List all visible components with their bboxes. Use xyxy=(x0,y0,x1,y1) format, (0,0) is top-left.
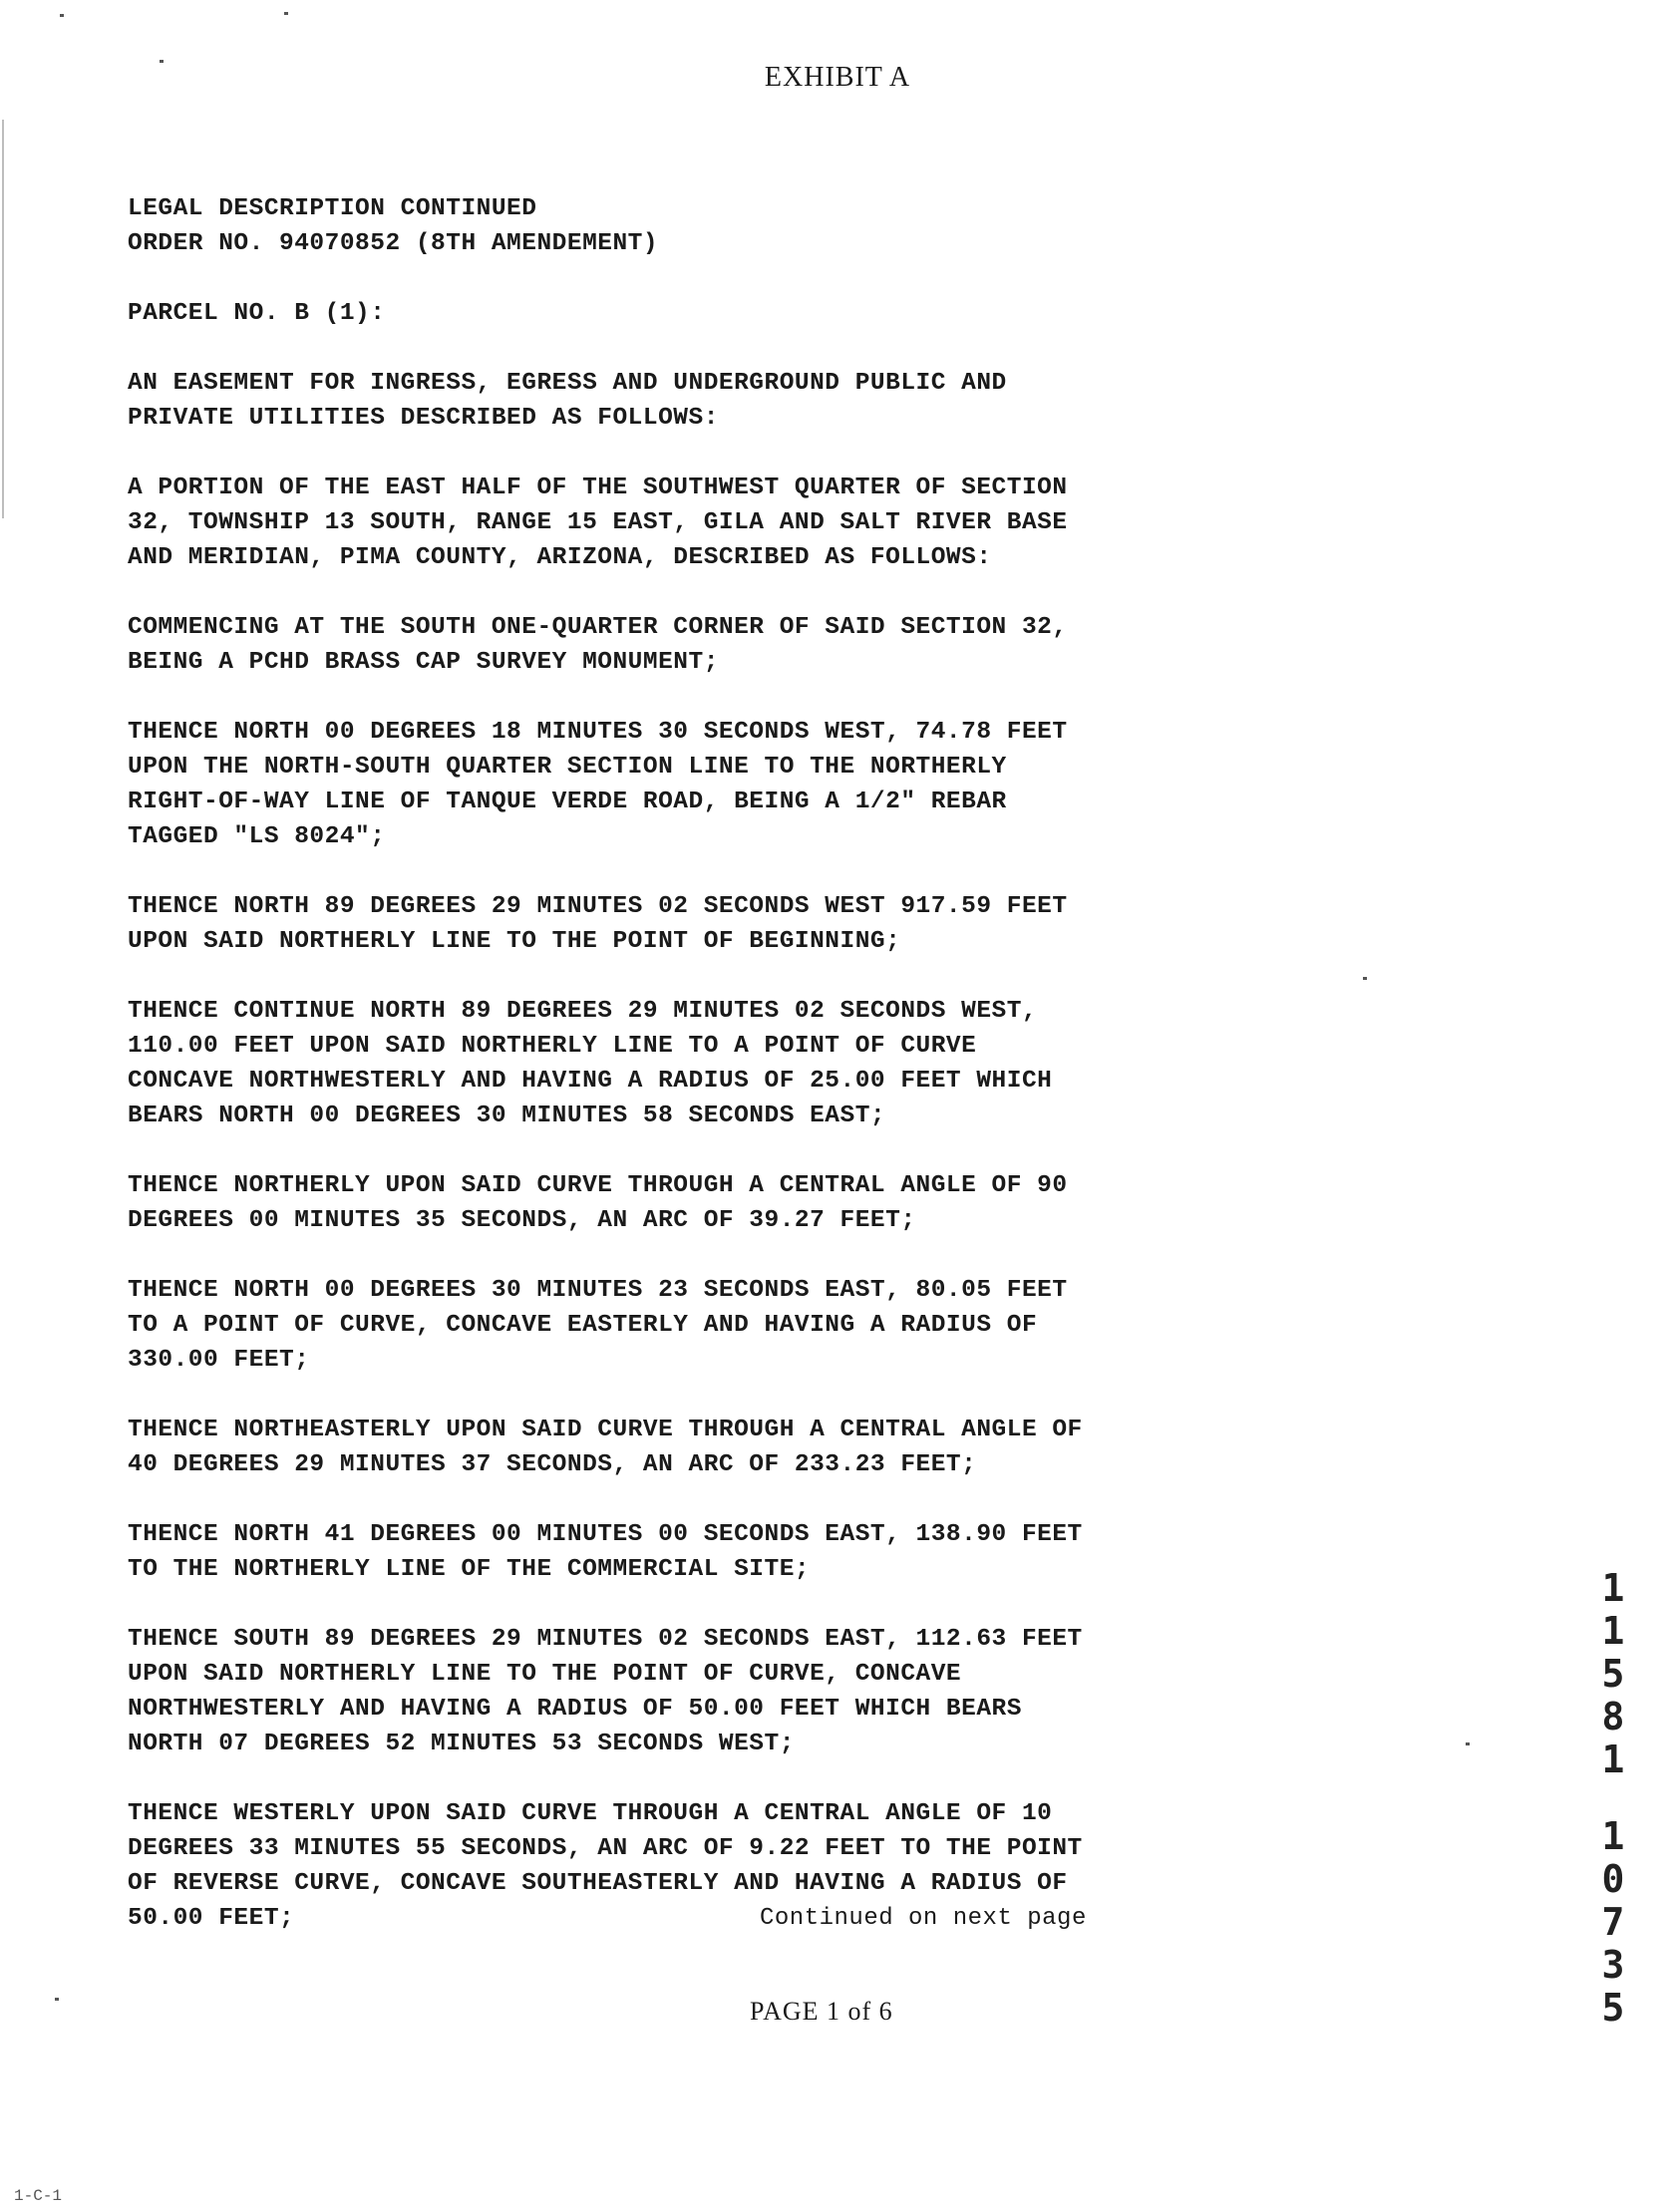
paragraph-gap xyxy=(128,680,1224,715)
scan-speck xyxy=(1466,1742,1470,1745)
text-line: THENCE NORTHEASTERLY UPON SAID CURVE THROUGH A CENTRAL ANGLE OF xyxy=(128,1417,1083,1443)
paragraph xyxy=(128,471,1224,575)
text-line: PRIVATE UTILITIES DESCRIBED AS FOLLOWS: xyxy=(128,405,719,432)
text-line: NORTH 07 DEGREES 52 MINUTES 53 SECONDS WEST; xyxy=(128,1731,795,1757)
paragraph-gap xyxy=(128,436,1224,471)
paragraph xyxy=(128,994,1224,1133)
text-line: BEARS NORTH 00 DEGREES 30 MINUTES 58 SECONDS EAST; xyxy=(128,1103,886,1129)
scan-speck xyxy=(1363,977,1367,980)
text-line: ORDER NO. 94070852 (8TH AMENDEMENT) xyxy=(128,230,659,257)
recording-digit: 5 xyxy=(1601,1986,1625,2030)
text-line: 40 DEGREES 29 MINUTES 37 SECONDS, AN ARC OF 233.23 FEET; xyxy=(128,1451,977,1478)
text-line: NORTHWESTERLY AND HAVING A RADIUS OF 50.00 FEET WHICH BEARS xyxy=(128,1696,1022,1723)
recording-digit: 1 xyxy=(1601,1609,1625,1653)
scan-speck xyxy=(60,14,64,17)
paragraph-gap xyxy=(128,1482,1224,1517)
paragraph-gap xyxy=(128,1133,1224,1168)
paragraph xyxy=(128,1622,1224,1761)
paragraph xyxy=(128,889,1224,959)
paragraph-gap xyxy=(128,854,1224,889)
recording-spacer xyxy=(1593,1781,1633,1815)
recording-digit: 1 xyxy=(1601,1814,1625,1858)
text-line: 110.00 FEET UPON SAID NORTHERLY LINE TO A POINT OF CURVE xyxy=(128,1033,977,1060)
paragraph-gap xyxy=(128,1378,1224,1413)
text-line: OF REVERSE CURVE, CONCAVE SOUTHEASTERLY AND HAVING A RADIUS OF xyxy=(128,1870,1068,1897)
legal-description-body xyxy=(128,191,1224,1936)
paragraph-gap xyxy=(128,261,1224,296)
text-line: TAGGED "LS 8024"; xyxy=(128,823,386,850)
paragraph xyxy=(128,1168,1224,1238)
recording-digit: 3 xyxy=(1601,1943,1625,1987)
text-line: UPON SAID NORTHERLY LINE TO THE POINT OF BEGINNING; xyxy=(128,928,901,955)
text-line: THENCE NORTH 00 DEGREES 18 MINUTES 30 SECONDS WEST, 74.78 FEET xyxy=(128,719,1068,746)
continued-note: Continued on next page xyxy=(760,1905,1087,1932)
paragraph xyxy=(128,1413,1224,1482)
text-line: 50.00 FEET; xyxy=(128,1905,295,1932)
paragraph-gap xyxy=(128,331,1224,366)
paragraph xyxy=(128,1517,1224,1587)
scan-speck xyxy=(160,60,164,63)
text-line: BEING A PCHD BRASS CAP SURVEY MONUMENT; xyxy=(128,649,719,676)
recording-digit: 5 xyxy=(1601,1652,1625,1696)
text-line: THENCE NORTH 41 DEGREES 00 MINUTES 00 SECONDS EAST, 138.90 FEET xyxy=(128,1521,1083,1548)
text-line: AND MERIDIAN, PIMA COUNTY, ARIZONA, DESCRIBED AS FOLLOWS: xyxy=(128,544,992,571)
recording-digit: 8 xyxy=(1601,1695,1625,1738)
text-line: PARCEL NO. B (1): xyxy=(128,300,386,327)
text-line: TO A POINT OF CURVE, CONCAVE EASTERLY AND HAVING A RADIUS OF xyxy=(128,1312,1038,1339)
page-number: PAGE 1 of 6 xyxy=(750,1997,893,2026)
recording-digit: 0 xyxy=(1601,1857,1625,1901)
exhibit-title: EXHIBIT A xyxy=(764,62,911,93)
text-line: THENCE NORTH 89 DEGREES 29 MINUTES 02 SECONDS WEST 917.59 FEET xyxy=(128,893,1068,920)
text-line: THENCE WESTERLY UPON SAID CURVE THROUGH A CENTRAL ANGLE OF 10 xyxy=(128,1800,1053,1827)
text-line: UPON THE NORTH-SOUTH QUARTER SECTION LINE TO THE NORTHERLY xyxy=(128,754,1007,781)
recording-digit: 1 xyxy=(1601,1738,1625,1781)
text-line: 32, TOWNSHIP 13 SOUTH, RANGE 15 EAST, GILA AND SALT RIVER BASE xyxy=(128,509,1068,536)
scan-speck xyxy=(284,12,288,15)
paragraph xyxy=(128,191,1224,261)
paragraph-gap xyxy=(128,959,1224,994)
paragraph xyxy=(128,610,1224,680)
recording-number-stamp xyxy=(1593,1567,1633,2030)
text-line: 330.00 FEET; xyxy=(128,1347,310,1374)
text-line: THENCE CONTINUE NORTH 89 DEGREES 29 MINUTES 02 SECONDS WEST, xyxy=(128,998,1038,1025)
text-line: THENCE NORTHERLY UPON SAID CURVE THROUGH A CENTRAL ANGLE OF 90 xyxy=(128,1172,1068,1199)
recording-digit: 7 xyxy=(1601,1900,1625,1944)
paragraph xyxy=(128,1273,1224,1378)
text-line: TO THE NORTHERLY LINE OF THE COMMERCIAL SITE; xyxy=(128,1556,811,1583)
paragraph-gap xyxy=(128,1761,1224,1796)
scan-speck xyxy=(55,1998,59,2001)
text-line: A PORTION OF THE EAST HALF OF THE SOUTHWEST QUARTER OF SECTION xyxy=(128,474,1068,501)
paragraph xyxy=(128,366,1224,436)
text-line: THENCE SOUTH 89 DEGREES 29 MINUTES 02 SECONDS EAST, 112.63 FEET xyxy=(128,1626,1083,1653)
paragraph-gap xyxy=(128,575,1224,610)
text-line: DEGREES 33 MINUTES 55 SECONDS, AN ARC OF 9.22 FEET TO THE POINT xyxy=(128,1835,1083,1862)
text-line: LEGAL DESCRIPTION CONTINUED xyxy=(128,195,537,222)
text-line: UPON SAID NORTHERLY LINE TO THE POINT OF CURVE, CONCAVE xyxy=(128,1661,962,1688)
paragraph xyxy=(128,715,1224,854)
recording-digit: 1 xyxy=(1601,1566,1625,1610)
scan-edge-line xyxy=(2,120,4,518)
text-line: CONCAVE NORTHWESTERLY AND HAVING A RADIUS OF 25.00 FEET WHICH xyxy=(128,1068,1053,1095)
paragraph xyxy=(128,296,1224,331)
paragraph-gap xyxy=(128,1587,1224,1622)
text-line: AN EASEMENT FOR INGRESS, EGRESS AND UNDERGROUND PUBLIC AND xyxy=(128,370,1007,397)
text-line: DEGREES 00 MINUTES 35 SECONDS, AN ARC OF 39.27 FEET; xyxy=(128,1207,916,1234)
text-line: COMMENCING AT THE SOUTH ONE-QUARTER CORNER OF SAID SECTION 32, xyxy=(128,614,1068,641)
corner-mark: 1-C-1 xyxy=(14,2187,63,2205)
paragraph-gap xyxy=(128,1238,1224,1273)
text-line: THENCE NORTH 00 DEGREES 30 MINUTES 23 SECONDS EAST, 80.05 FEET xyxy=(128,1277,1068,1304)
text-line: RIGHT-OF-WAY LINE OF TANQUE VERDE ROAD, BEING A 1/2" REBAR xyxy=(128,789,1007,815)
